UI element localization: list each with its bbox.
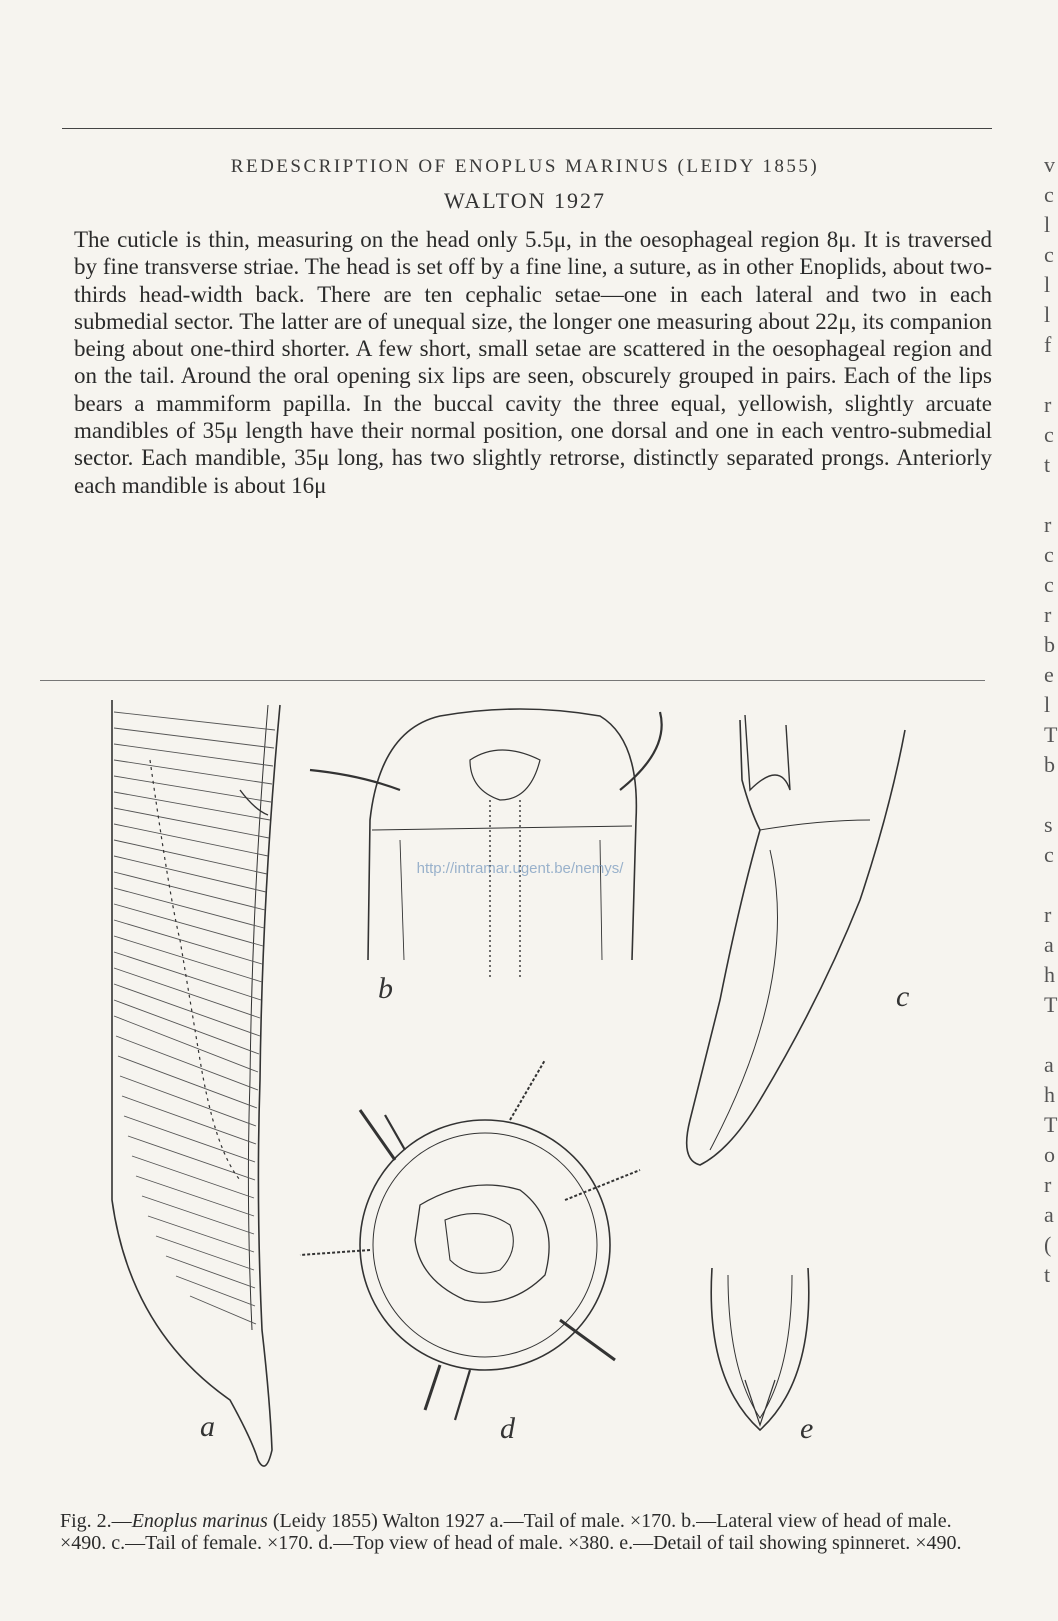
caption-fig: Fig. 2.— <box>60 1510 132 1532</box>
body-paragraph: The cuticle is thin, measuring on the head only 5.5μ, in the oesophageal region 8μ. It is traversed by fine transverse striae. The head is set off by a fine line, a suture, as in other Enoplids, about two-thirds head-width back. There are ten cephalic setae—one in each lateral and two in each submedial sector. The latter are of unequal size, the longer one measuring about 22μ, its companion being about one-third shorter. A few short, small setae are scattered in the oesophageal region and on the tail. Around the oral opening six lips are seen, obscurely grouped in pairs. Each of the lips bears a mammiform papilla. In the buccal cavity the three equal, yellowish, slightly arcuate mandibles of 35μ length have their normal position, one dorsal and one in each ventro-submedial sector. Each mandible, 35μ long, has two slightly retrorse, distinctly separated prongs. Anteriorly each mandible is about 16μ <box>74 227 992 498</box>
panel-label-e: e <box>800 1412 814 1445</box>
panel-label-d: d <box>500 1412 515 1445</box>
caption-species: Enoplus marinus <box>131 1510 268 1532</box>
figure-2 <box>0 700 1058 1520</box>
panel-b-drawing <box>310 709 662 980</box>
watermark: http://intramar.ugent.be/nemys/ <box>416 860 624 877</box>
adjacent-page-margin: v c l c l l f r c t r c c r b e l T b s c r a h T a h T o r a ( t <box>1044 152 1058 1287</box>
panel-a-drawing <box>112 700 280 1466</box>
panel-label-c: c <box>896 980 910 1013</box>
running-subtitle: WALTON 1927 <box>444 188 606 213</box>
panel-label-a: a <box>200 1410 215 1443</box>
top-rule <box>62 128 992 129</box>
caption-rest: (Leidy 1855) Walton 1927 a.—Tail of male. ×170. b.—Lateral view of head of male. ×490. c.—Tail of female. ×170. d.—Top view of head of male. ×380. e.—Detail of tail showing spinneret. ×490. <box>60 1510 962 1554</box>
panel-e-drawing <box>711 1268 809 1430</box>
figure-caption <box>60 1510 990 1554</box>
panel-d-drawing <box>300 1060 640 1420</box>
running-title: REDESCRIPTION OF ENOPLUS MARINUS (LEIDY 1855) <box>230 156 820 177</box>
panel-c-drawing <box>687 715 905 1165</box>
figure-drawings <box>0 700 1058 1520</box>
figure-rule <box>40 680 985 681</box>
panel-label-b: b <box>378 972 393 1005</box>
